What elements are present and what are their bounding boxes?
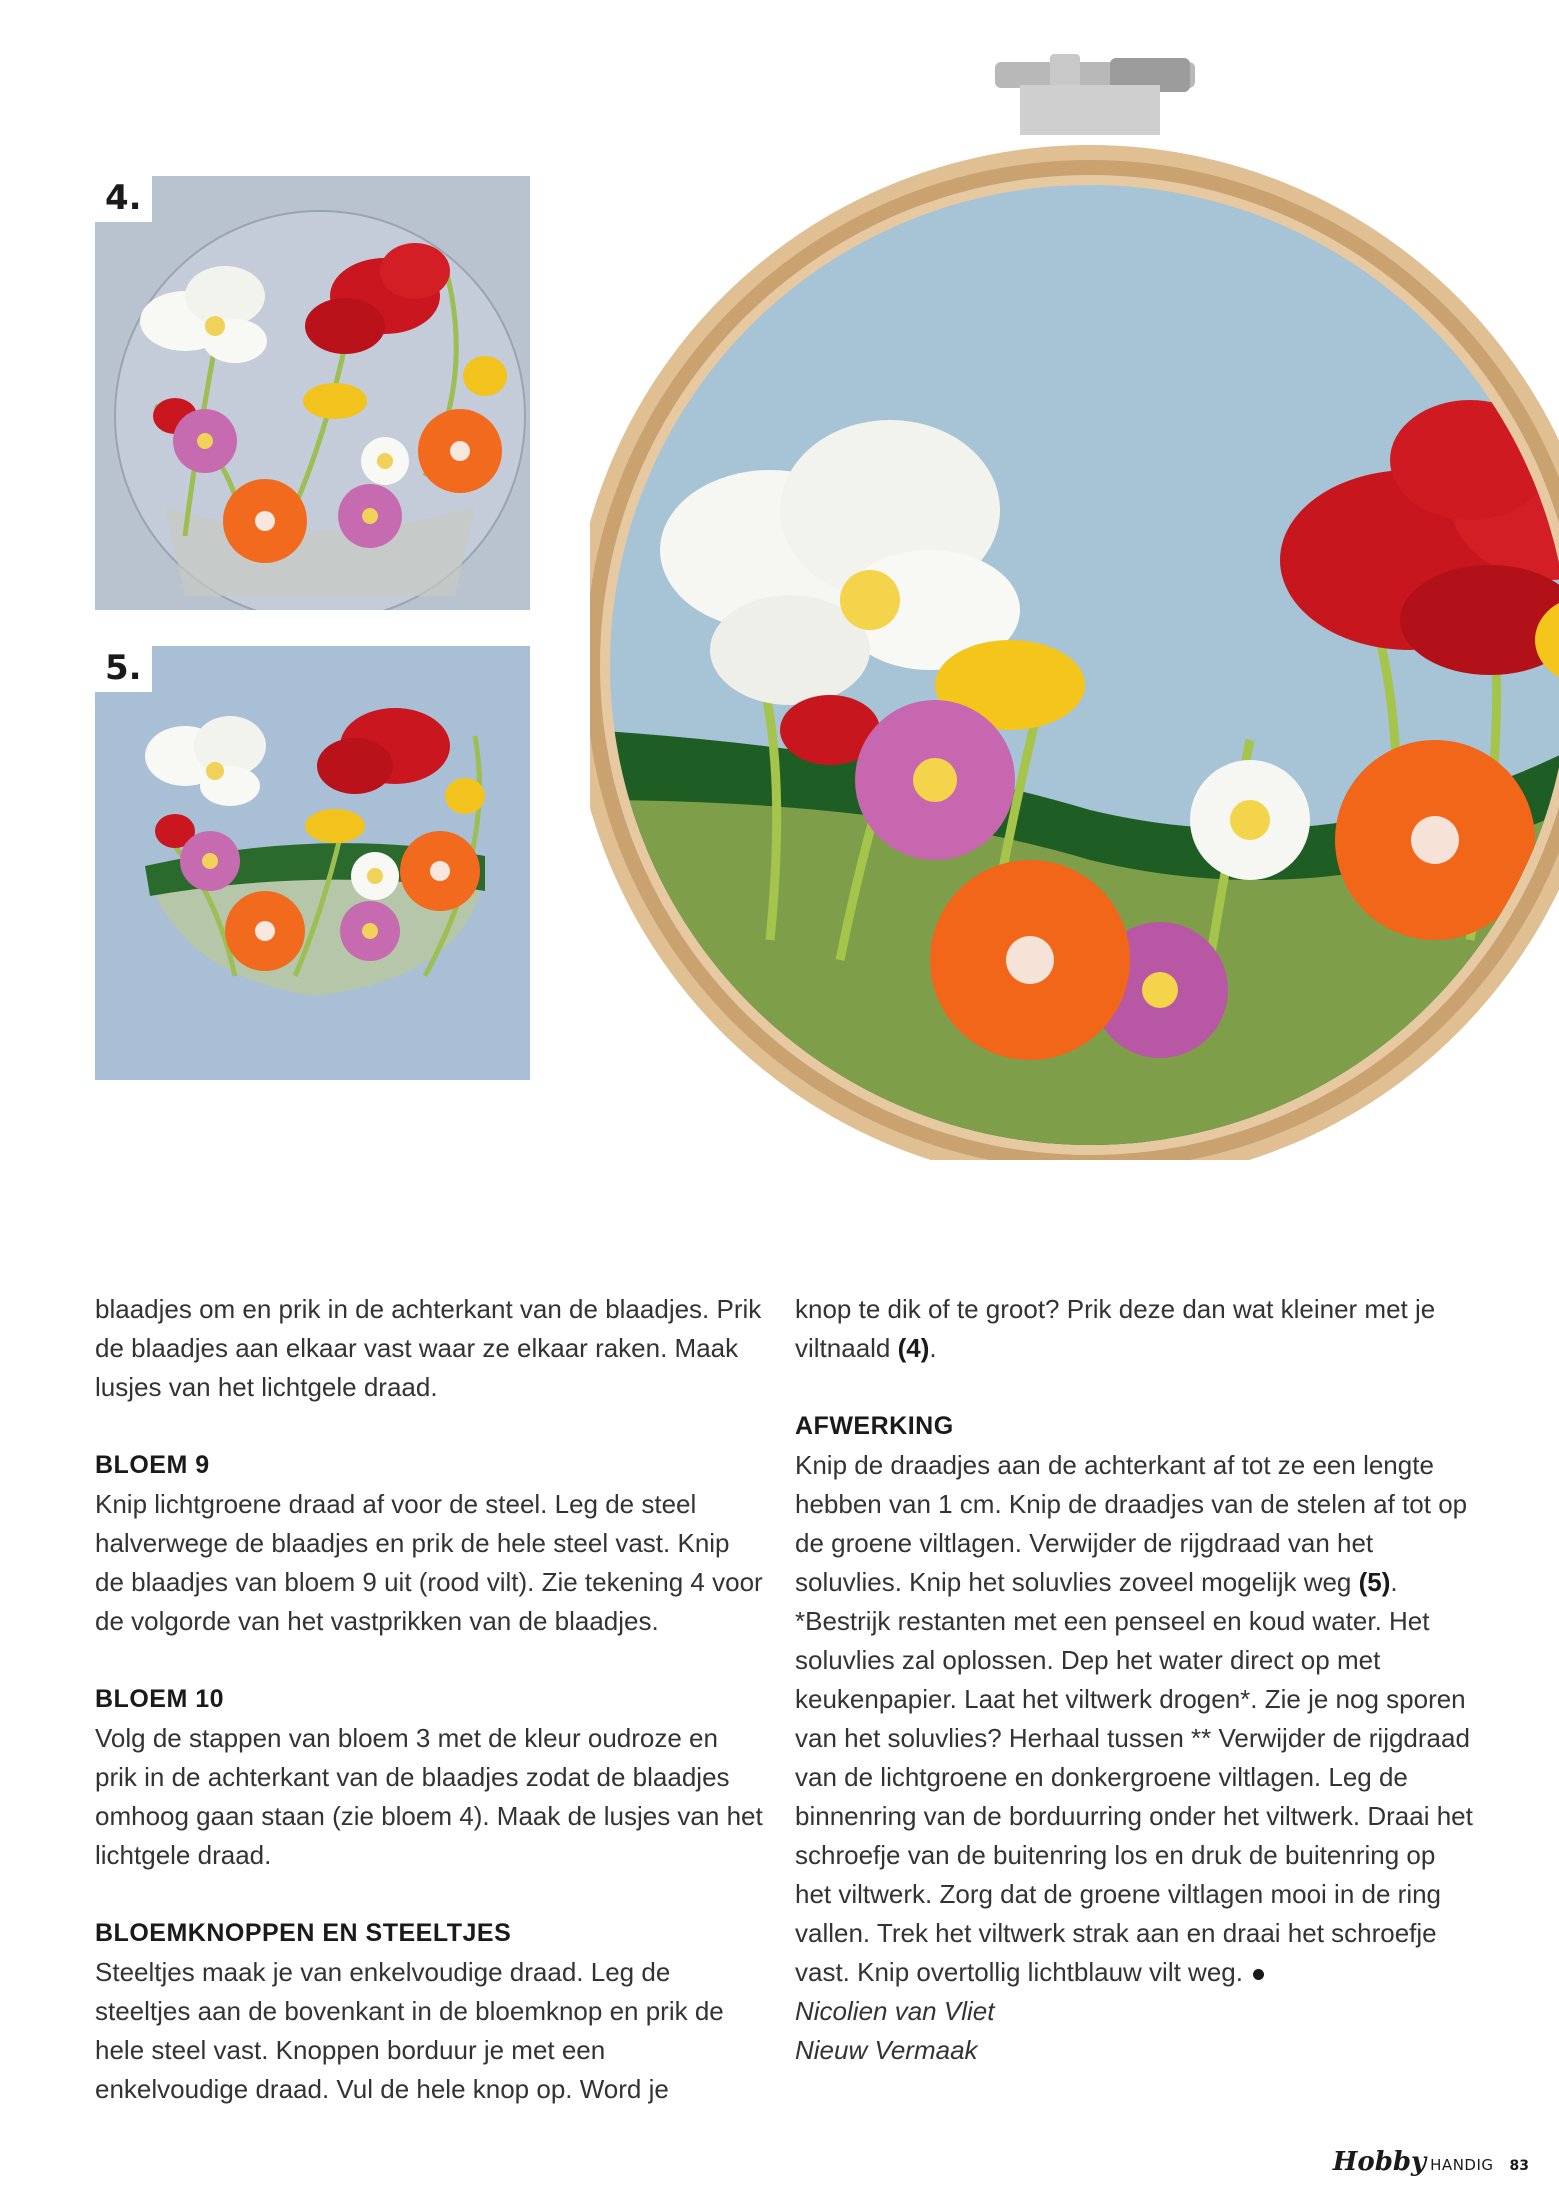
continued-end: . (929, 1333, 937, 1363)
bloem-9-heading: BLOEM 9 (95, 1451, 210, 1479)
author-name: Nicolien van Vliet (795, 1996, 995, 2026)
afwerking-heading: AFWERKING (795, 1412, 954, 1440)
bloem-9-paragraph: Knip lichtgroene draad af voor de steel. Leg de steel halverwege de blaadjes en prik de hele steel vast. Knip de blaadjes van bloem 9 uit (rood vilt). Zie tekening 4 voor de volgorde van het vastprikken van de blaadjes. (95, 1489, 763, 1636)
bloemknoppen-heading: BLOEMKNOPPEN EN STEELTJES (95, 1919, 512, 1947)
step-4-label: 4. (95, 176, 152, 222)
afwerking-text-2: . *Bestrijk restanten met een penseel en koud water. Het soluvlies zal oplossen. Dep het water direct op met keukenpapier. Laat het viltwerk drogen*. Zie je nog sporen van het soluvlies? Herhaal tussen ** Verwijder de rijgdraad van de lichtgroene en donkergroene viltlagen. Leg de binnenring van de borduurring onder het viltwerk. Draai het schroefje van de buitenring los en druk de buitenring op het viltwerk. Zorg dat de groene viltlagen mooi in de ring vallen. Trek het viltwerk strak aan en draai het schroefje vast. Knip overtollig lichtblauw vilt weg. (795, 1567, 1473, 1987)
afwerking-paragraph (795, 1446, 1475, 1992)
felt-assembly-illustration (95, 646, 530, 1080)
figure-ref-5: (5) (1358, 1567, 1391, 1597)
felt-layout-illustration (95, 176, 530, 610)
figure-ref-4: (4) (897, 1333, 930, 1363)
intro-paragraph: blaadjes om en prik in de achterkant van de blaadjes. Prik de blaadjes aan elkaar vast waar ze elkaar raken. Maak lusjes van het lichtgele draad. (95, 1294, 762, 1402)
bloemknoppen-paragraph: Steeltjes maak je van enkelvoudige draad. Leg de steeltjes aan de bovenkant in de bloemknop en prik de hele steel vast. Knoppen borduur je met een enkelvoudige draad. Vul de hele knop op. Word je (95, 1957, 724, 2104)
hoop-illustration (590, 40, 1559, 1160)
photo-step-4 (95, 176, 530, 610)
continued-paragraph (795, 1290, 1475, 1368)
bloem-10-heading: BLOEM 10 (95, 1685, 225, 1713)
text-column-left (95, 1290, 765, 2109)
step-5-label: 5. (95, 646, 152, 692)
photo-step-5 (95, 646, 530, 1080)
continued-text: knop te dik of te groot? Prik deze dan wat kleiner met je viltnaald (795, 1294, 1436, 1363)
page-number: 83 (1509, 2158, 1529, 2174)
photo-embroidery-hoop (590, 40, 1559, 1160)
text-column-right (795, 1290, 1475, 2070)
magazine-logo: Hobby (1332, 2147, 1427, 2177)
magazine-logo-suffix: HANDIG (1430, 2156, 1494, 2174)
end-of-article-dot (1253, 1969, 1264, 1980)
author-company: Nieuw Vermaak (795, 2035, 978, 2065)
bloem-10-paragraph: Volg de stappen van bloem 3 met de kleur oudroze en prik in de achterkant van de blaadjes zodat de blaadjes omhoog gaan staan (zie bloem 4). Maak de lusjes van het lichtgele draad. (95, 1723, 763, 1870)
afwerking-text-1: Knip de draadjes aan de achterkant af tot ze een lengte hebben van 1 cm. Knip de draadjes van de stelen af tot op de groene viltlagen. Verwijder de rijgdraad van het soluvlies. Knip het soluvlies zoveel mogelijk weg (795, 1450, 1468, 1597)
page-footer (1333, 2147, 1529, 2177)
